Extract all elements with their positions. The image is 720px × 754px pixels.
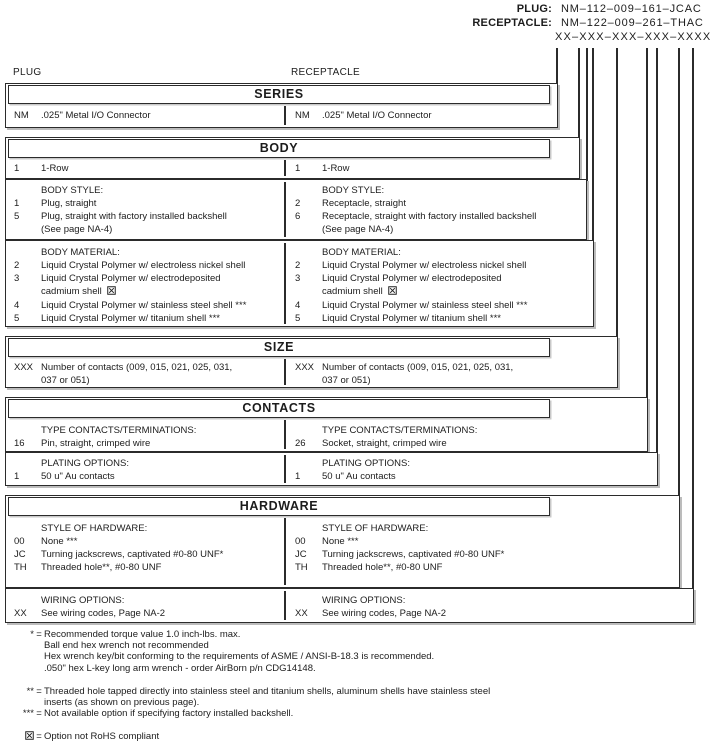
plug-column-label: PLUG (13, 67, 42, 78)
contacts-receptacle-column (295, 424, 595, 450)
contacts-divider (284, 420, 286, 449)
size-header: SIZE (8, 338, 550, 357)
receptacle-part-number-row (472, 17, 704, 31)
footnote-line: Option not RoHS compliant (44, 731, 160, 743)
series-divider (284, 106, 286, 125)
footnote-line: Not available option if specifying factory installed backshell. (44, 708, 294, 720)
option-code: 1 (14, 163, 20, 174)
footnote-line: Threaded hole tapped directly into stainless steel and titanium shells, aluminum shells have stainless steel (44, 685, 491, 697)
plating-label: PLATING OPTIONS: (41, 458, 129, 469)
body-material-row (295, 259, 595, 272)
option-code: 16 (14, 438, 25, 449)
option-code: 1 (295, 471, 301, 482)
series-section (5, 83, 558, 128)
option-code: 26 (295, 438, 306, 449)
option-code: JC (14, 549, 26, 560)
hardware-style-row (295, 535, 595, 548)
plating-row (295, 470, 595, 483)
hardware-style-label: STYLE OF HARDWARE: (41, 523, 148, 534)
option-desc: 50 u" Au contacts (41, 471, 115, 482)
footnote-line: Recommended torque value 1.0 inch-lbs. max. (44, 629, 241, 640)
body-material-row (295, 312, 595, 325)
footnotes (10, 629, 712, 744)
option-desc: Liquid Crystal Polymer w/ stainless steel shell *** (322, 300, 528, 311)
footnote-marker: * (30, 629, 34, 640)
body-plug-column (14, 162, 282, 175)
part-number-mask: XX–XXX–XXX–XXX–XXXX (555, 31, 712, 43)
body-material-row (14, 299, 282, 312)
option-desc: None *** (41, 536, 78, 547)
option-code: 1 (14, 198, 20, 209)
hardware-section (5, 495, 680, 588)
body-receptacle-column (295, 162, 595, 175)
hardware-header: HARDWARE (8, 497, 550, 516)
option-code: TH (295, 562, 308, 573)
option-code: 5 (295, 313, 301, 324)
option-code: 3 (295, 273, 301, 284)
part-number-mask-row (472, 31, 712, 45)
footnote-rohs: = Option not RoHS compliant (10, 731, 712, 743)
contacts-header: CONTACTS (8, 399, 550, 418)
body-header: BODY (8, 139, 550, 158)
option-code: 1 (14, 471, 20, 482)
size-row (14, 361, 282, 374)
receptacle-column-label: RECEPTACLE (291, 67, 360, 78)
contacts-section (5, 397, 648, 452)
option-desc: .025" Metal I/O Connector (41, 110, 151, 121)
footnote-line: .050" hex L-key long arm wrench - order AirBorn p/n CDG14148. (44, 662, 316, 674)
body-style-divider (284, 182, 286, 237)
series-header: SERIES (8, 85, 550, 104)
body-material-row (295, 299, 595, 312)
hardware-style-row (14, 561, 282, 574)
contact-type-row (295, 437, 595, 450)
option-desc: Threaded hole**, #0-80 UNF (322, 562, 443, 573)
plating-label: PLATING OPTIONS: (322, 458, 410, 469)
receptacle-pn-label: RECEPTACLE: (472, 17, 552, 29)
contact-type-label: TYPE CONTACTS/TERMINATIONS: (41, 425, 197, 436)
option-code: 6 (295, 211, 301, 222)
body-style-receptacle-column (295, 184, 595, 236)
wiring-label: WIRING OPTIONS: (41, 595, 125, 606)
connector-line-plating (656, 48, 658, 486)
option-desc: See wiring codes, Page NA-2 (322, 608, 447, 619)
size-receptacle-column (295, 361, 595, 387)
option-desc: cadmium shell (322, 286, 383, 297)
option-desc: Turning jackscrews, captivated #0-80 UNF* (41, 549, 224, 560)
option-desc: Liquid Crystal Polymer w/ electroless nickel shell (41, 260, 246, 271)
body-material-plug-column (14, 246, 282, 325)
option-code: TH (14, 562, 27, 573)
footnote-torque: * = Recommended torque value 1.0 inch-lbs. max. Ball end hex wrench not recommended Hex wrench key/bit conforming to the requirements of ASME / ANSI-B-18.3 is recommended. .050" hex L-key long arm wrench - order AirBorn p/n CDG14148. (10, 629, 712, 674)
not-rohs-icon (388, 286, 397, 299)
series-receptacle-row (295, 109, 595, 122)
option-desc: Receptacle, straight with factory installed backshell (322, 211, 537, 222)
wiring-group (5, 588, 694, 623)
option-desc: Liquid Crystal Polymer w/ electroless nickel shell (322, 260, 527, 271)
body-style-receptacle-row (295, 197, 595, 210)
option-code: 00 (295, 536, 306, 547)
series-plug-column (14, 109, 282, 122)
receptacle-pn-value: NM–122–009–261–THAC (561, 17, 704, 29)
body-style-plug-row (14, 210, 282, 223)
option-desc: Number of contacts (009, 015, 021, 025, 031, (41, 362, 233, 373)
option-desc: Number of contacts (009, 015, 021, 025, 031, (322, 362, 514, 373)
connector-line-contact-type (646, 48, 648, 452)
option-desc: .025" Metal I/O Connector (322, 110, 432, 121)
option-code: XX (295, 608, 308, 619)
option-code: 3 (14, 273, 20, 284)
size-section (5, 336, 618, 388)
option-desc: 1-Row (322, 163, 350, 174)
option-code: 00 (14, 536, 25, 547)
body-style-plug-column (14, 184, 282, 236)
not-rohs-icon (107, 286, 116, 299)
footnote-line: Ball end hex wrench not recommended (44, 640, 209, 652)
option-code: XXX (14, 362, 34, 373)
wiring-receptacle-column (295, 594, 595, 620)
option-desc: Liquid Crystal Polymer w/ electrodeposited (322, 273, 502, 284)
size-plug-column (14, 361, 282, 387)
option-desc: Socket, straight, crimped wire (322, 438, 447, 449)
body-style-label: BODY STYLE: (41, 185, 104, 196)
option-desc: Pin, straight, crimped wire (41, 438, 151, 449)
option-desc: Liquid Crystal Polymer w/ electrodeposited (41, 273, 221, 284)
option-code: 4 (295, 300, 301, 311)
body-style-see-page: (See page NA-4) (322, 224, 394, 235)
body-style-plug-row (14, 197, 282, 210)
body-divider (284, 160, 286, 176)
option-code: JC (295, 549, 307, 560)
option-desc: 50 u" Au contacts (322, 471, 396, 482)
plating-receptacle-column (295, 457, 595, 483)
option-code: XX (14, 608, 27, 619)
option-code: 1 (295, 163, 301, 174)
option-code: 2 (295, 198, 301, 209)
wiring-divider (284, 591, 286, 620)
footnote-threaded-hole: ** = Threaded hole tapped directly into stainless steel and titanium shells, aluminum shells have stainless steel inserts (as shown on previous page). (10, 686, 712, 708)
body-plug-row (14, 162, 282, 175)
option-code: 2 (295, 260, 301, 271)
footnote-line: inserts (as shown on previous page). (44, 697, 200, 709)
hardware-style-label: STYLE OF HARDWARE: (322, 523, 429, 534)
hardware-plug-column (14, 522, 282, 574)
body-material-label: BODY MATERIAL: (322, 247, 401, 258)
option-desc: 1-Row (41, 163, 69, 174)
size-divider (284, 359, 286, 385)
option-code: 5 (14, 313, 20, 324)
contacts-plug-column (14, 424, 282, 450)
contact-type-row (14, 437, 282, 450)
part-number-examples (472, 3, 712, 45)
body-material-row (14, 272, 282, 285)
option-desc: See wiring codes, Page NA-2 (41, 608, 166, 619)
wiring-label: WIRING OPTIONS: (322, 595, 406, 606)
series-receptacle-column (295, 109, 595, 122)
hardware-style-row (295, 548, 595, 561)
plating-group (5, 452, 658, 486)
body-receptacle-row (295, 162, 595, 175)
wiring-plug-column (14, 594, 282, 620)
series-plug-row (14, 109, 282, 122)
footnote-line: Hex wrench key/bit conforming to the requirements of ASME / ANSI-B-18.3 is recommended. (44, 651, 435, 663)
body-style-label: BODY STYLE: (322, 185, 385, 196)
hardware-divider (284, 518, 286, 585)
plug-pn-label: PLUG: (516, 3, 552, 15)
option-desc: Receptacle, straight (322, 198, 406, 209)
option-code: XXX (295, 362, 315, 373)
body-material-row (295, 272, 595, 285)
body-material-row-cont (14, 285, 282, 299)
connector-line-wiring (692, 48, 694, 623)
plug-part-number-row (472, 3, 704, 17)
option-code: 2 (14, 260, 20, 271)
footnote-not-available: *** = Not available option if specifying factory installed backshell. (10, 708, 712, 719)
size-row-cont: 037 or 051) (41, 375, 90, 386)
plating-row (14, 470, 282, 483)
option-desc: cadmium shell (41, 286, 102, 297)
not-rohs-icon (10, 731, 34, 743)
hardware-style-row (14, 548, 282, 561)
option-desc: Plug, straight (41, 198, 97, 209)
option-code: NM (295, 110, 310, 121)
wiring-row (14, 607, 282, 620)
body-material-receptacle-column (295, 246, 595, 325)
option-code: 4 (14, 300, 20, 311)
body-material-label: BODY MATERIAL: (41, 247, 120, 258)
option-code: 5 (14, 211, 20, 222)
option-code: NM (14, 110, 29, 121)
plug-pn-value: NM–112–009–161–JCAC (561, 3, 702, 15)
hardware-style-row (14, 535, 282, 548)
body-material-row (14, 312, 282, 325)
body-style-group (5, 179, 587, 240)
option-desc: Threaded hole**, #0-80 UNF (41, 562, 162, 573)
body-section (5, 137, 580, 179)
wiring-row (295, 607, 595, 620)
body-style-receptacle-row (295, 210, 595, 223)
body-material-row (14, 259, 282, 272)
hardware-style-row (295, 561, 595, 574)
plating-plug-column (14, 457, 282, 483)
option-desc: None *** (322, 536, 359, 547)
hardware-receptacle-column (295, 522, 595, 574)
footnote-marker: ** (26, 685, 34, 697)
option-desc: Liquid Crystal Polymer w/ titanium shell *** (322, 313, 501, 324)
option-desc: Liquid Crystal Polymer w/ stainless steel shell *** (41, 300, 247, 311)
body-material-group (5, 240, 594, 327)
size-row-cont: 037 or 051) (322, 375, 371, 386)
body-style-see-page: (See page NA-4) (41, 224, 113, 235)
plating-divider (284, 455, 286, 483)
footnote-marker: *** (22, 708, 34, 720)
body-material-row-cont (295, 285, 595, 299)
option-desc: Plug, straight with factory installed backshell (41, 211, 227, 222)
option-desc: Turning jackscrews, captivated #0-80 UNF* (322, 549, 505, 560)
contact-type-label: TYPE CONTACTS/TERMINATIONS: (322, 425, 478, 436)
body-material-divider (284, 243, 286, 324)
size-row (295, 361, 595, 374)
option-desc: Liquid Crystal Polymer w/ titanium shell *** (41, 313, 220, 324)
